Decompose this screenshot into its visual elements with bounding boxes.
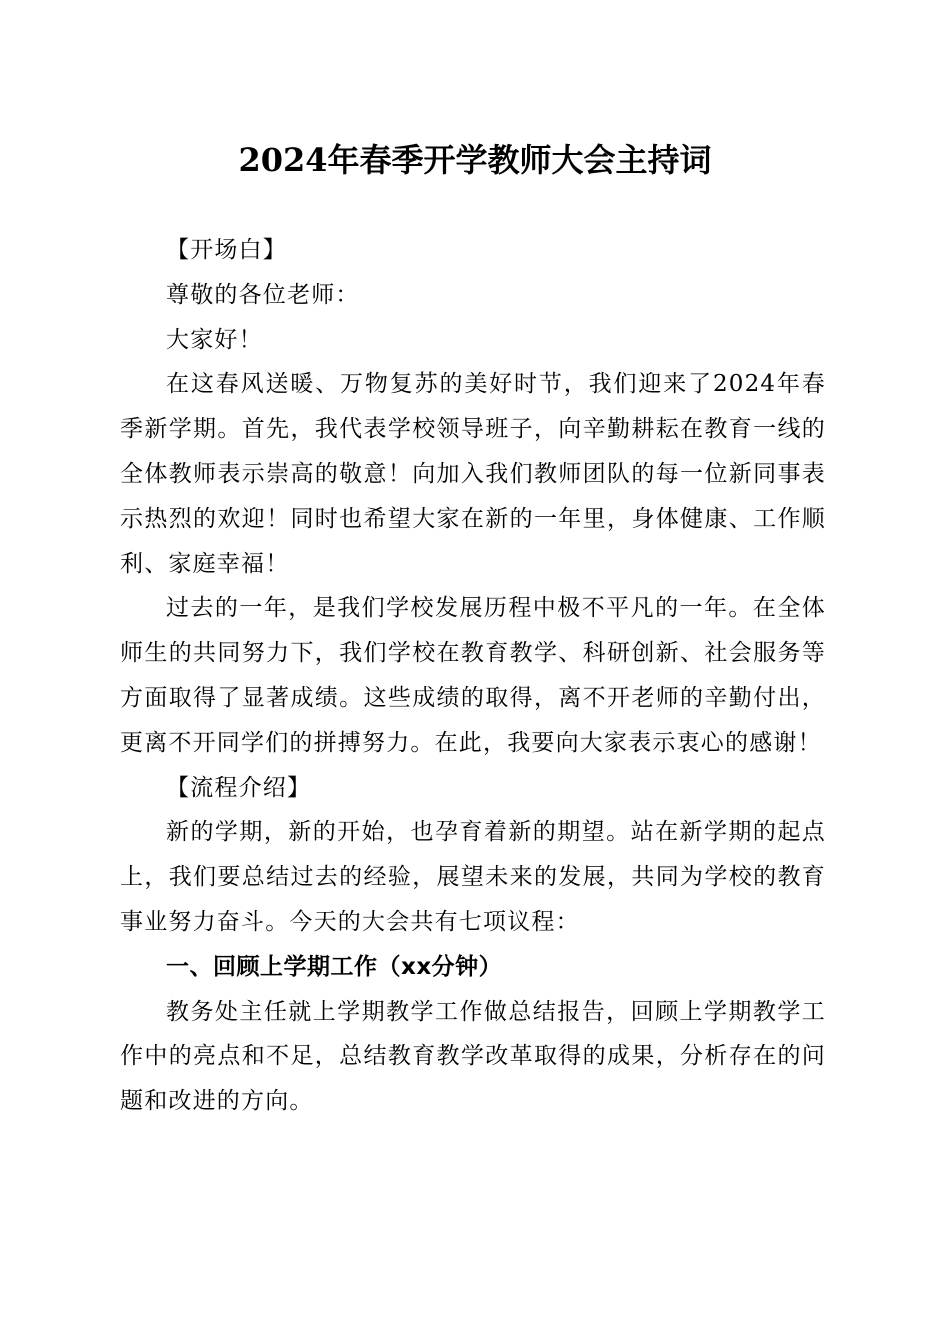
body-paragraph: 教务处主任就上学期教学工作做总结报告，回顾上学期教学工作中的亮点和不足，总结教育教学改革取得的成果，分析存在的问题和改进的方向。 — [120, 998, 826, 1115]
opening-section-label: 【开场白】 — [166, 237, 287, 263]
document-body — [120, 228, 826, 1124]
salutation-line: 尊敬的各位老师： — [166, 281, 360, 308]
agenda-item-heading: 一、回顾上学期工作（xx分钟） — [166, 953, 503, 980]
body-paragraph: 新的学期，新的开始，也孕育着新的期望。站在新学期的起点上，我们要总结过去的经验，展望未来的发展，共同为学校的教育事业努力奋斗。今天的大会共有七项议程： — [120, 819, 826, 935]
body-paragraph: 过去的一年，是我们学校发展历程中极不平凡的一年。在全体师生的共同努力下，我们学校在教育教学、科研创新、社会服务等方面取得了显著成绩。这些成绩的取得，离不开老师的辛勤付出，更离不开同学们的拼搏努力。在此，我要向大家表示衷心的感谢！ — [120, 595, 826, 756]
greeting-line: 大家好！ — [166, 326, 263, 353]
process-section-label: 【流程介绍】 — [166, 774, 312, 801]
body-paragraph: 在这春风送暖、万物复苏的美好时节，我们迎来了2024年春季新学期。首先，我代表学校领导班子，向辛勤耕耘在教育一线的全体教师表示崇高的敬意！向加入我们教师团队的每一位新同事表示热烈的欢迎！同时也希望大家在新的一年里，身体健康、工作顺利、家庭幸福！ — [120, 371, 826, 577]
document-title: 2024年春季开学教师大会主持词 — [238, 141, 712, 179]
